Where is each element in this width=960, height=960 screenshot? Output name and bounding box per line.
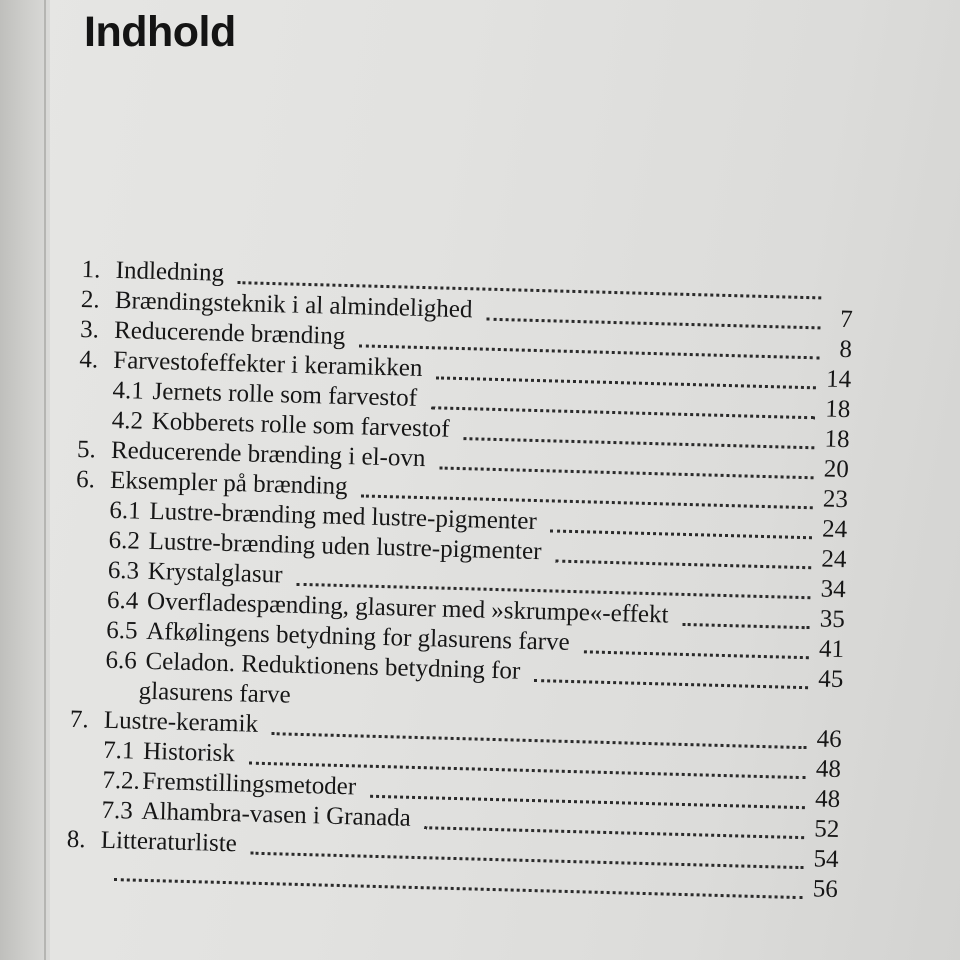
toc-number: 4.2 <box>111 406 144 435</box>
toc-number: 6.2 <box>108 526 141 555</box>
toc-number: 6.3 <box>107 556 140 585</box>
toc-number: 7.2. <box>102 766 141 795</box>
toc-title-continuation: glasurens farve <box>138 677 292 709</box>
toc-title: Lustre-keramik <box>103 706 259 738</box>
toc-page: 48 <box>815 755 842 784</box>
toc-title: Overfladespænding, glasurer med »skrumpe«-effekt <box>146 587 669 629</box>
toc-number: 2. <box>80 286 101 314</box>
toc-leader <box>114 878 803 899</box>
toc-leader <box>555 560 811 570</box>
toc-page: 34 <box>820 575 846 604</box>
toc-title: Historisk <box>142 737 236 768</box>
toc-number: 7.1 <box>102 736 135 765</box>
toc-number: 6. <box>75 465 96 494</box>
toc-number: 6.1 <box>109 496 142 525</box>
toc-leader <box>550 529 812 539</box>
toc-title: Litteraturliste <box>100 826 238 858</box>
toc-title: Lustre-brænding med lustre-pigmenter <box>149 497 538 536</box>
toc-title: Alhambra-vasen i Granada <box>141 797 412 832</box>
toc-title: Jernets rolle som farvestof <box>152 377 418 412</box>
page-title: Indhold <box>84 8 236 56</box>
toc-page: 46 <box>816 725 843 754</box>
toc-number: 6.5 <box>105 616 138 645</box>
toc-page: 45 <box>817 665 844 694</box>
toc-title: Fremstillingsmetoder <box>142 767 357 801</box>
toc-leader <box>682 623 809 629</box>
toc-page: 52 <box>814 815 840 844</box>
toc-page: 35 <box>819 605 846 634</box>
toc-title: Indledning <box>115 256 225 287</box>
toc-page: 48 <box>814 785 841 814</box>
toc-page <box>831 297 853 298</box>
toc-title: Eksempler på brænding <box>109 466 348 501</box>
toc-number: 6.4 <box>106 586 139 615</box>
toc-page: 24 <box>821 545 847 574</box>
toc-number: 6.6 <box>105 646 138 675</box>
toc-title: Reducerende brænding i el-ovn <box>110 436 426 473</box>
toc-page: 18 <box>824 425 850 454</box>
toc-page: 54 <box>813 845 839 874</box>
toc-number: 7. <box>69 705 90 734</box>
toc-title: Kobberets rolle som farvestof <box>151 407 450 443</box>
toc-page: 7 <box>839 305 854 334</box>
toc-page: 14 <box>825 365 852 394</box>
toc-page: 56 <box>812 875 839 904</box>
toc-title: Farvestofeffekter i keramikken <box>113 346 423 382</box>
toc-page: 23 <box>822 485 849 514</box>
toc-leader <box>534 679 808 689</box>
toc-page: 18 <box>825 395 851 424</box>
toc-title: Lustre-brænding uden lustre-pigmenter <box>148 527 542 566</box>
toc-page: 24 <box>821 515 848 544</box>
toc-title: Krystalglasur <box>147 557 283 589</box>
toc-title: Afkølingens betydning for glasurens farve <box>145 617 571 656</box>
toc-title: Brændingsteknik i al almindelighed <box>114 286 473 324</box>
toc-page: 41 <box>818 635 845 664</box>
toc-number: 1. <box>81 256 101 284</box>
toc-number: 5. <box>76 435 97 464</box>
toc-number: 3. <box>79 316 100 344</box>
toc-title: Reducerende brænding <box>113 316 346 350</box>
toc-leader <box>583 650 809 659</box>
toc-number <box>66 877 100 878</box>
toc-title: Celadon. Reduktionens betydning for <box>145 647 521 685</box>
toc-page: 8 <box>839 335 853 364</box>
toc-number: 4. <box>79 346 99 374</box>
toc-number: 4.1 <box>112 376 145 405</box>
toc-number: 8. <box>66 825 86 854</box>
toc-number: 7.3 <box>101 796 134 825</box>
toc-page: 20 <box>823 455 850 484</box>
